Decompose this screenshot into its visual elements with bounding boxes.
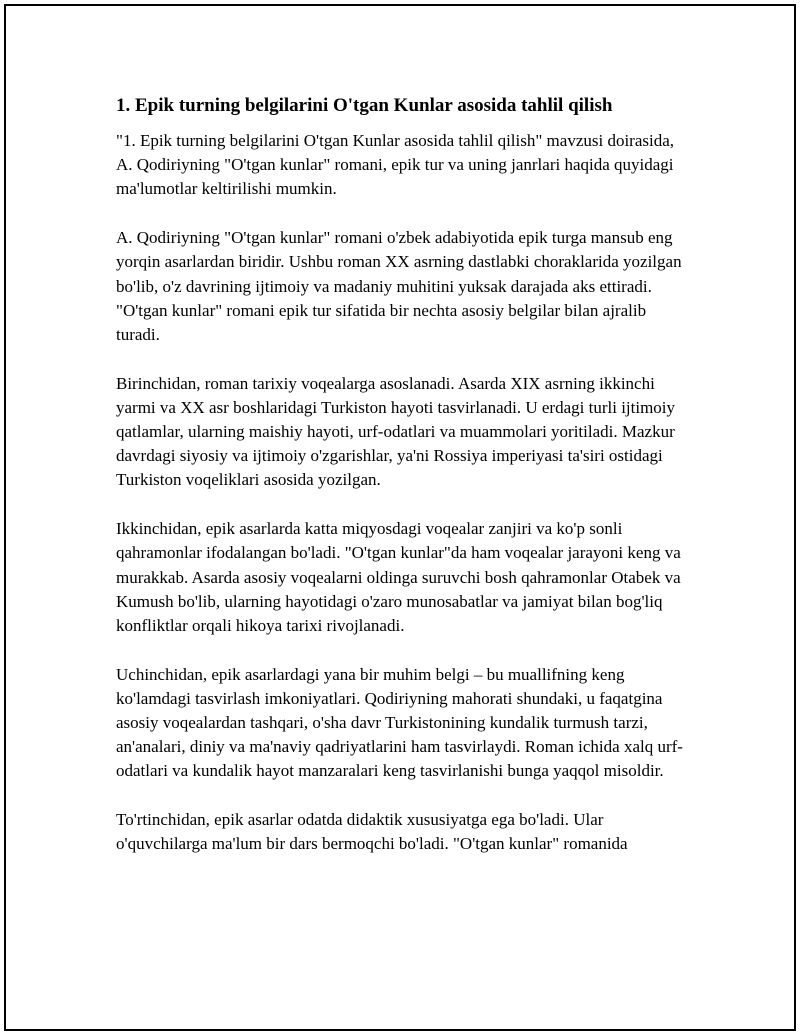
- paragraph-intro: "1. Epik turning belgilarini O'tgan Kunlar asosida tahlil qilish" mavzusi doirasida, A. Qodiriyning "O'tgan kunlar" romani, epik tur va uning janrlari haqida quyidagi ma'lumotlar keltirilishi mumkin.: [116, 131, 675, 199]
- paragraph-second-point: Ikkinchidan, epik asarlarda katta miqyosdagi voqealar zanjiri va ko'p sonli qahramonlar ifodalangan bo'ladi. "O'tgan kunlar"da ham voqealar jarayoni keng va murakkab. Asarda asosiy voqealarni oldinga suruvchi bosh qahramonlar Otabek va Kumush bo'lib, ularning hayotidagi o'zaro munosabatlar va jamiyat bilan bog'liq konfliktlar orqali hikoya tarixi rivojlanadi.: [116, 519, 681, 635]
- paragraph-third-point: Uchinchidan, epik asarlardagi yana bir muhim belgi – bu muallifning keng ko'lamdagi tasvirlash imkoniyatlari. Qodiriyning mahorati shundaki, u faqatgina asosiy voqealardan tashqari, o'sha davr Turkistonining kundalik turmush tarzi, an'analari, diniy va ma'naviy qadriyatlarini ham tasvirlaydi. Roman ichida xalq urf-odatlari va kundalik hayot manzaralari keng tasvirlanishi bunga yaqqol misoldir.: [116, 664, 683, 781]
- paragraph-first-point: Birinchidan, roman tarixiy voqealarga asoslanadi. Asarda XIX asrning ikkinchi yarmi va XX asr boshlaridagi Turkiston hayoti tasvirlanadi. U erdagi turli ijtimoiy qatlamlar, ularning maishiy hayoti, urf-odatlari va muammolari yoritiladi. Mazkur davrdagi siyosiy va ijtimoiy o'zgarishlar, ya'ni Rossiya imperiyasi ta'siri ostidagi Turkiston voqeliklari asosida yozilgan.: [116, 373, 676, 490]
- paragraph-fourth-point: To'rtinchidan, epik asarlar odatda didaktik xususiyatga ega bo'ladi. Ular o'quvchilarga ma'lum bir dars bermoqchi bo'ladi. "O'tgan kunlar" romanida: [116, 810, 628, 854]
- document-body: [116, 94, 686, 881]
- paragraph-roman-overview: A. Qodiriyning "O'tgan kunlar" romani o'zbek adabiyotida epik turga mansub eng yorqin asarlardan biridir. Ushbu roman XX asrning dastlabki choraklarida yozilgan bo'lib, o'z davrining ijtimoiy va madaniy muhitini yuksak darajada aks ettiradi. "O'tgan kunlar" romani epik tur sifatida bir nechta asosiy belgilar bilan ajralib turadi.: [116, 228, 682, 344]
- document-heading: 1. Epik turning belgilarini O'tgan Kunlar asosida tahlil qilish: [116, 95, 613, 116]
